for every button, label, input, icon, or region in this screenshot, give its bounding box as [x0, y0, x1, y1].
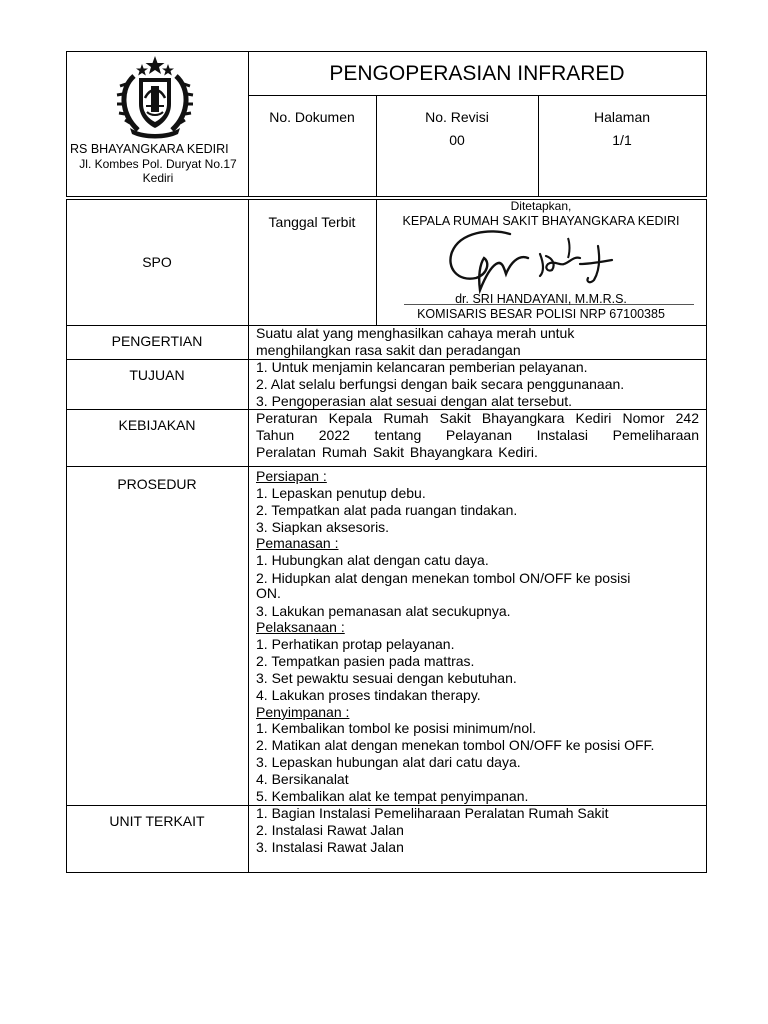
doc-number-label: No. Dokumen — [269, 109, 355, 125]
list-item: 2. Matikan alat dengan menekan tombol ON/OFF ke posisi OFF. — [256, 737, 655, 753]
kebijakan-line-2: Tahun 2022 tentang Pelayanan Instalasi Pemeliharaan — [256, 427, 699, 443]
list-item: 2. Tempatkan pasien pada mattras. — [256, 653, 475, 669]
approver-rank: KOMISARIS BESAR POLISI NRP 67100385 — [417, 307, 665, 321]
kebijakan-label: KEBIJAKAN — [118, 417, 196, 433]
issue-date-label: Tanggal Terbit — [268, 214, 356, 230]
institution-address-line2: Kediri — [142, 171, 174, 185]
tujuan-label: TUJUAN — [129, 367, 185, 383]
list-item: 3. Siapkan aksesoris. — [256, 519, 390, 535]
list-item: 3. Lakukan pemanasan alat secukupnya. — [256, 603, 511, 619]
revision-value: 00 — [449, 132, 465, 148]
list-item: 5. Kembalikan alat ke tempat penyimpanan. — [256, 788, 529, 804]
list-item: 2. Hidupkan alat dengan menekan tombol ON/OFF ke posisi — [256, 570, 631, 586]
list-item: 3. Set pewaktu sesuai dengan kebutuhan. — [256, 670, 517, 686]
pengertian-line-1: Suatu alat yang menghasilkan cahaya merah untuk — [256, 325, 575, 341]
pengertian-label: PENGERTIAN — [111, 333, 203, 349]
unit-terkait-label: UNIT TERKAIT — [109, 813, 205, 829]
list-item: 1. Perhatikan protap pelayanan. — [256, 636, 455, 652]
police-crest-logo — [112, 54, 198, 140]
approved-label: Ditetapkan, — [510, 199, 572, 213]
revision-label: No. Revisi — [425, 109, 489, 125]
page-label: Halaman — [593, 109, 651, 125]
kebijakan-line-3: Peralatan Rumah Sakit Bhayangkara Kediri. — [256, 444, 538, 460]
kebijakan-line-1: Peraturan Kepala Rumah Sakit Bhayangkara Kediri Nomor 242 — [256, 410, 699, 426]
list-item: 1. Hubungkan alat dengan catu daya. — [256, 552, 489, 568]
spo-label: SPO — [142, 254, 172, 270]
penyimpanan-heading: Penyimpanan : — [256, 704, 350, 720]
page-title: PENGOPERASIAN INFRARED — [329, 62, 625, 85]
signature-image — [440, 224, 650, 300]
list-item: 2. Tempatkan alat pada ruangan tindakan. — [256, 502, 518, 518]
pemanasan-heading: Pemanasan : — [256, 535, 339, 551]
pelaksanaan-heading: Pelaksanaan : — [256, 619, 345, 635]
list-item: 3. Lepaskan hubungan alat dari catu daya. — [256, 754, 521, 770]
list-item: 2. Instalasi Rawat Jalan — [256, 822, 404, 838]
institution-address-line1: Jl. Kombes Pol. Duryat No.17 — [79, 157, 237, 171]
list-item: ON. — [256, 585, 281, 601]
list-item: 3. Pengoperasian alat sesuai dengan alat tersebut. — [256, 393, 573, 409]
list-item: 2. Alat selalu berfungsi dengan baik secara penggunanaan. — [256, 376, 625, 392]
list-item: 3. Instalasi Rawat Jalan — [256, 839, 404, 855]
list-item: 1. Kembalikan tombol ke posisi minimum/nol. — [256, 720, 537, 736]
approver-title: KEPALA RUMAH SAKIT BHAYANGKARA KEDIRI — [402, 214, 680, 228]
prosedur-label: PROSEDUR — [117, 476, 197, 492]
list-item: 1. Bagian Instalasi Pemeliharaan Peralatan Rumah Sakit — [256, 805, 609, 821]
pengertian-line-2: menghilangkan rasa sakit dan peradangan — [256, 342, 521, 358]
institution-name: RS BHAYANGKARA KEDIRI — [70, 142, 229, 156]
list-item: 4. Lakukan proses tindakan therapy. — [256, 687, 481, 703]
approver-name: dr. SRI HANDAYANI, M.M.R.S. — [455, 292, 627, 306]
list-item: 4. Bersikanalat — [256, 771, 349, 787]
list-item: 1. Untuk menjamin kelancaran pemberian pelayanan. — [256, 359, 588, 375]
list-item: 1. Lepaskan penutup debu. — [256, 485, 426, 501]
persiapan-heading: Persiapan : — [256, 468, 327, 484]
page-value: 1/1 — [612, 132, 632, 148]
